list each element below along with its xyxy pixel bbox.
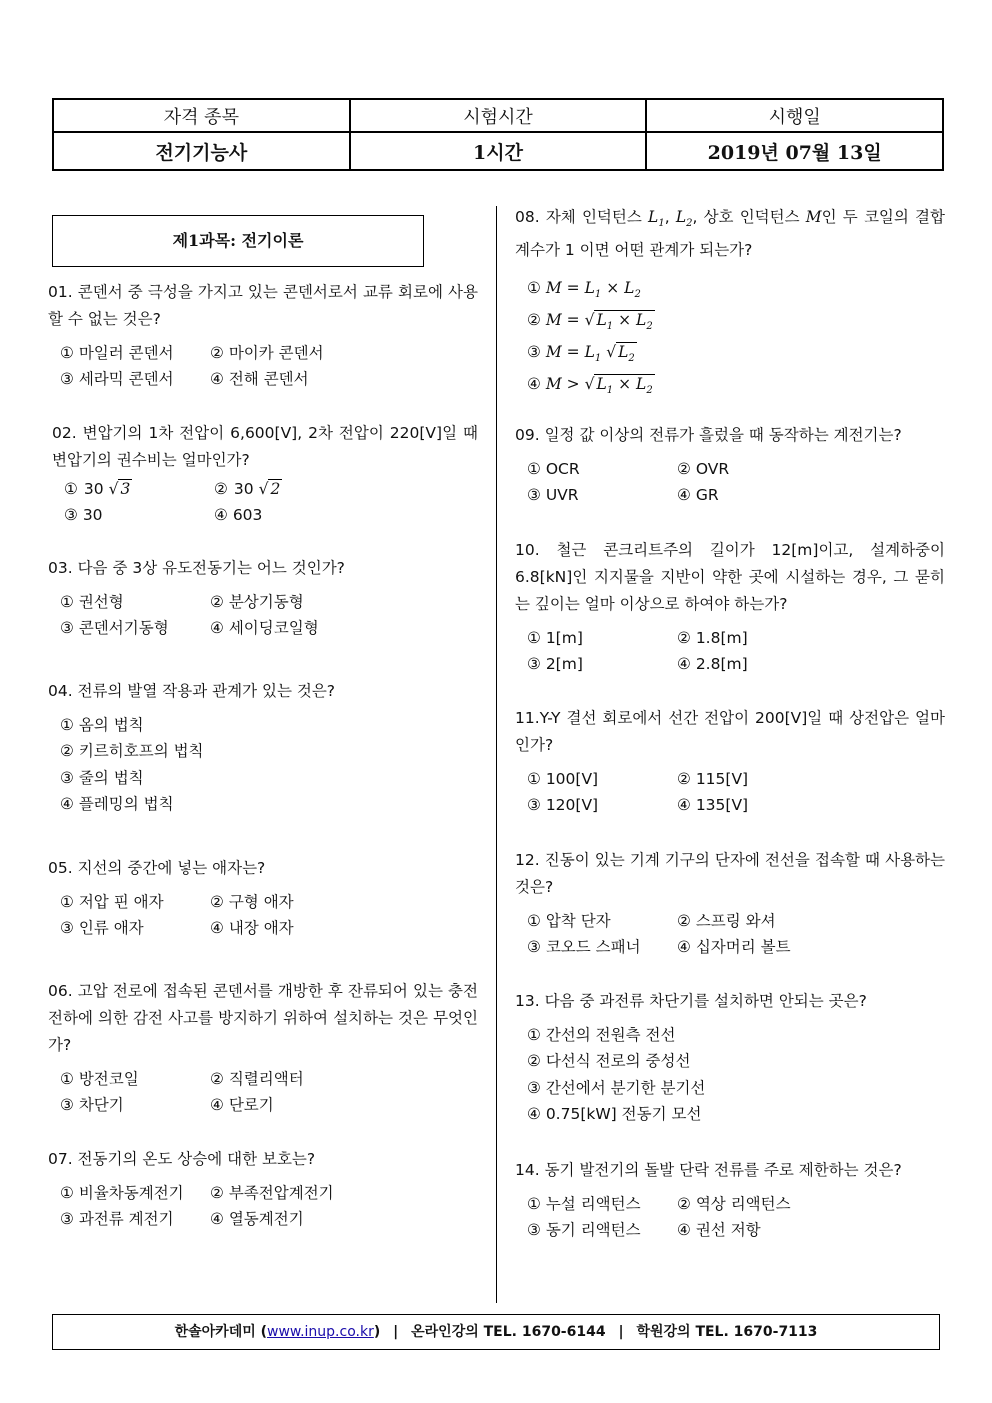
option-4[interactable]: ④ 권선 저항 [677,1221,761,1240]
header-value-subject: 전기기능사 [53,132,350,170]
option-1[interactable]: ① 권선형 [60,592,124,611]
question-stem: 05. 지선의 중간에 넣는 애자는? [48,859,266,877]
header-label-date: 시행일 [646,99,943,132]
option-3[interactable]: ③ 줄의 법칙 [60,768,144,787]
footer-online-tel: 온라인강의 TEL. 1670-6144 [411,1324,606,1340]
question-options [515,766,945,819]
option-2[interactable]: ② 분상기동형 [210,592,304,611]
option-2[interactable]: ② 1.8[m] [677,628,748,647]
option-3[interactable]: ③ 과전류 계전기 [60,1210,174,1229]
question-stem: 11.Y-Y 결선 회로에서 선간 전압이 200[V]일 때 상전압은 얼마인가? [515,709,945,754]
option-4[interactable]: ④ 단로기 [210,1096,274,1115]
question-options [515,1191,945,1244]
option-1[interactable]: ① 30 √ 3 [64,479,131,498]
option-1[interactable]: ① 1[m] [527,628,583,647]
option-3[interactable]: ③ 2[m] [527,655,583,674]
question-options [515,272,945,400]
question-stem: 14. 동기 발전기의 돌발 단락 전류를 주로 제한하는 것은? [515,1161,902,1179]
option-3[interactable]: ③ 차단기 [60,1096,124,1115]
option-1[interactable]: ① 저압 핀 애자 [60,892,164,911]
option-2[interactable]: ② 스프링 와셔 [677,911,776,930]
exam-info-table [52,98,944,171]
footer: 한솔아카데미 (www.inup.co.kr) | 온라인강의 TEL. 1670-6144 | 학원강의 TEL. 1670-7113 [52,1314,940,1350]
option-4[interactable]: ④ 135[V] [677,796,749,815]
header-value-time: 1시간 [350,132,647,170]
question-stem: 10. 철근 콘크리트주의 길이가 12[m]이고, 설계하중이 6.8[kN]인 지지물을 지반이 약한 곳에 시설하는 경우, 그 묻히는 깊이는 얼마 이상으로 하여야 하는가? [515,541,945,613]
question-10 [515,537,945,678]
question-options [48,1180,478,1233]
option-4[interactable]: ④ 0.75[kW] 전동기 모선 [527,1105,702,1124]
option-3[interactable]: ③ 인류 애자 [60,919,144,938]
question-stem: 02. 변압기의 1차 전압이 6,600[V], 2차 전압이 220[V]일 때 변압기의 권수비는 얼마인가? [52,424,478,469]
question-03 [48,555,478,642]
header-label-time: 시험시간 [350,99,647,132]
question-options [48,340,478,393]
option-1[interactable]: ① 마일러 콘덴서 [60,343,174,362]
option-1[interactable]: ① 100[V] [527,769,599,788]
question-stem: 03. 다음 중 3상 유도전동기는 어느 것인가? [48,559,345,577]
header-value-date: 2019년 07월 13일 [646,132,943,170]
option-2[interactable]: ② OVR [677,459,730,478]
question-stem: 04. 전류의 발열 작용과 관계가 있는 것은? [48,682,336,700]
option-1[interactable]: ① 방전코일 [60,1069,139,1088]
option-4[interactable]: ④ 2.8[m] [677,655,748,674]
option-1[interactable]: ① 옴의 법칙 [60,715,144,734]
footer-offline-tel: 학원강의 TEL. 1670-7113 [636,1324,818,1340]
option-4[interactable]: ④ 내장 애자 [210,919,294,938]
option-3[interactable]: ③ UVR [527,486,579,505]
footer-url-link[interactable]: www.inup.co.kr [267,1324,374,1340]
question-stem: 13. 다음 중 과전류 차단기를 설치하면 안되는 곳은? [515,992,867,1010]
question-02 [52,420,478,529]
question-options [515,908,945,961]
option-1[interactable]: ① 압착 단자 [527,911,611,930]
option-2[interactable]: ② 직렬리액터 [210,1069,304,1088]
option-1[interactable]: ① $M = L_1 \times L_2$ [527,279,641,301]
option-2[interactable]: ② 115[V] [677,769,749,788]
question-options [52,476,478,529]
question-stem: 12. 진동이 있는 기계 기구의 단자에 전선을 접속할 때 사용하는 것은? [515,851,945,896]
question-04 [48,678,478,818]
option-4[interactable]: ④ 전해 콘덴서 [210,370,309,389]
question-13 [515,988,945,1128]
option-4[interactable]: ④ 플레밍의 법칙 [60,795,174,814]
subject-title: 제1과목: 전기이론 [52,215,424,267]
option-3[interactable]: ③ 30 [64,506,103,525]
option-2[interactable]: ② 부족전압계전기 [210,1183,334,1202]
question-options [48,1066,478,1119]
question-08 [515,204,945,400]
option-4[interactable]: ④ M > √ $L_1 \times L_2$ [527,368,945,400]
question-stem: 01. 콘덴서 중 극성을 가지고 있는 콘덴서로서 교류 회로에 사용할 수 없는 것은? [48,283,478,328]
question-stem: 09. 일정 값 이상의 전류가 흘렀을 때 동작하는 계전기는? [515,426,902,444]
option-3[interactable]: ③ $M = L_1$ √ $L_2$ [527,336,945,368]
option-4[interactable]: ④ 십자머리 볼트 [677,938,791,957]
option-2[interactable]: ② 키르히호프의 법칙 [60,742,204,761]
question-options [515,1022,945,1128]
option-3[interactable]: ③ 코오드 스패너 [527,938,641,957]
option-1[interactable]: ① 간선의 전원측 전선 [527,1025,676,1044]
option-3[interactable]: ③ 콘덴서기동형 [60,619,169,638]
option-2[interactable]: ② 구형 애자 [210,892,294,911]
question-06 [48,978,478,1119]
option-2[interactable]: ② 다선식 전로의 중성선 [527,1052,691,1071]
option-3[interactable]: ③ 120[V] [527,796,599,815]
option-4[interactable]: ④ 세이딩코일형 [210,619,319,638]
option-2[interactable]: ② 30 √ 2 [214,479,281,498]
footer-separator: | [618,1324,624,1340]
option-2[interactable]: ② M = √ $L_1 \times L_2$ [527,304,945,336]
column-divider [496,206,497,1303]
question-11 [515,705,945,819]
question-options [48,589,478,642]
question-05 [48,855,478,942]
option-1[interactable]: ① 누설 리액턴스 [527,1194,641,1213]
footer-separator: | [393,1324,399,1340]
question-12 [515,847,945,961]
question-options [48,889,478,942]
question-09 [515,422,945,509]
question-options [48,712,478,818]
option-4[interactable]: ④ 열동계전기 [210,1210,304,1229]
question-07 [48,1146,478,1233]
footer-academy: 한솔아카데미 ( [174,1324,268,1340]
option-4[interactable]: ④ 603 [214,506,263,525]
option-2[interactable]: ② 마이카 콘덴서 [210,343,324,362]
option-3[interactable]: ③ 동기 리액턴스 [527,1221,641,1240]
question-stem: 08. 자체 인덕턴스 $L_1$, $L_2$, 상호 인덕턴스 M인 두 코일의 결합 계수가 1 이면 어떤 관계가 되는가? [515,208,945,260]
question-options [515,456,945,509]
option-4[interactable]: ④ GR [677,486,719,505]
question-options [515,625,945,678]
option-3[interactable]: ③ 세라믹 콘덴서 [60,370,174,389]
option-1[interactable]: ① 비율차동계전기 [60,1183,184,1202]
question-stem: 07. 전동기의 온도 상승에 대한 보호는? [48,1150,316,1168]
question-stem: 06. 고압 전로에 접속된 콘덴서를 개방한 후 잔류되어 있는 충전전하에 의한 감전 사고를 방지하기 위하여 설치하는 것은 무엇인가? [48,982,478,1054]
option-1[interactable]: ① OCR [527,459,580,478]
question-01 [48,279,478,393]
option-3[interactable]: ③ 간선에서 분기한 분기선 [527,1078,706,1097]
option-2[interactable]: ② 역상 리액턴스 [677,1194,791,1213]
header-label-subject: 자격 종목 [53,99,350,132]
question-14 [515,1157,945,1244]
